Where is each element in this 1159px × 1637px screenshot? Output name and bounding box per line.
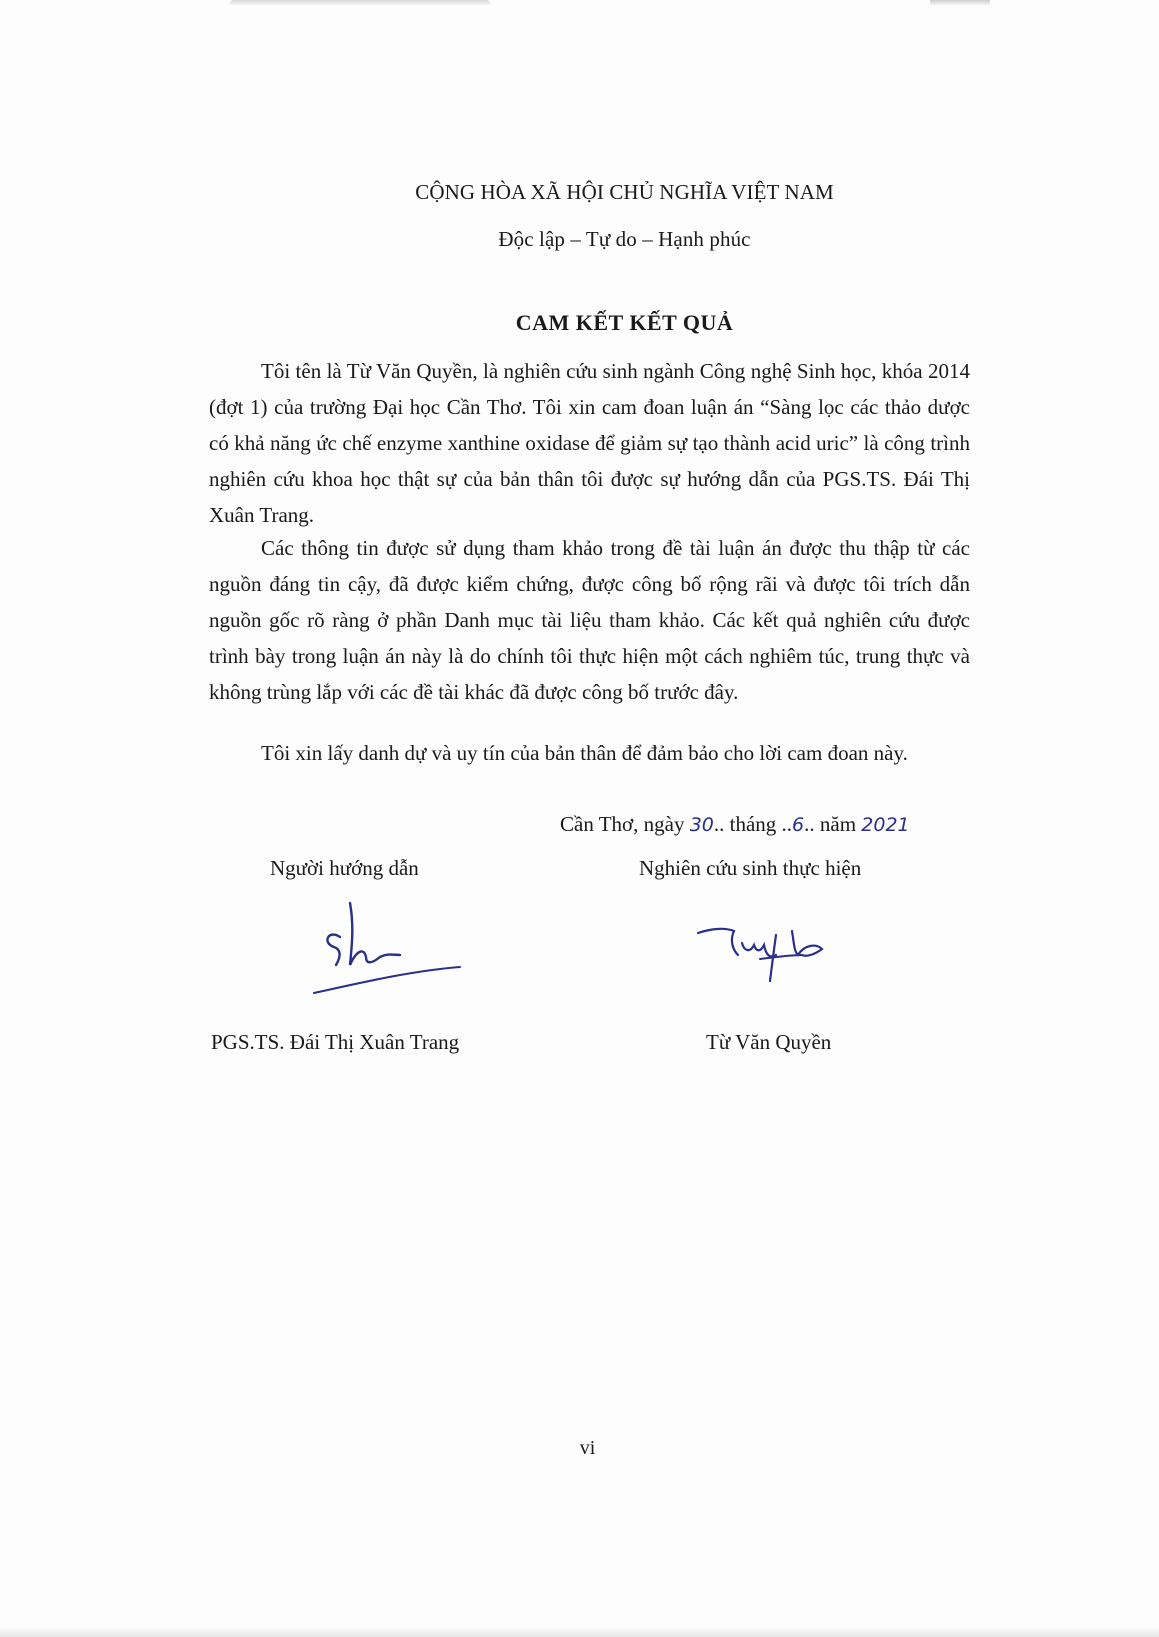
date-year: 2021 [861,814,910,836]
national-motto: Độc lập – Tự do – Hạnh phúc [498,227,751,251]
page-number: vi [579,1437,596,1459]
date-day: 30 [689,814,714,836]
date-month: 6 [792,814,805,836]
supervisor-name: PGS.TS. Đái Thị Xuân Trang [211,1030,460,1054]
paragraph-2 [209,530,970,710]
scan-artifact [230,0,490,6]
date-month-label: .. tháng .. [713,812,793,836]
student-name: Từ Văn Quyền [706,1030,832,1054]
date-prefix: Cần Thơ, ngày [560,812,690,836]
student-role: Nghiên cứu sinh thực hiện [639,856,862,880]
student-signature [690,915,850,990]
national-header: CỘNG HÒA XÃ HỘI CHỦ NGHĨA VIỆT NAM [415,180,834,204]
scan-artifact [930,0,990,6]
paragraph-3 [209,735,970,771]
date-year-label: .. năm [804,812,862,836]
paragraph-text: Tôi tên là Từ Văn Quyền, là nghiên cứu sinh ngành Công nghệ Sinh học, khóa 2014 (đợt 1) của trường Đại học Cần Thơ. Tôi xin cam đoan luận án “Sàng lọc các thảo dược có khả năng ức chế enzyme xanthine oxidase để giảm sự tạo thành acid uric” là công trình nghiên cứu khoa học thật sự của bản thân tôi được sự hướng dẫn của PGS.TS. Đái Thị Xuân Trang. [209,359,970,527]
paragraph-text: Tôi xin lấy danh dự và uy tín của bản thân để đảm bảo cho lời cam đoan này. [261,741,908,765]
paragraph-1 [209,353,970,533]
supervisor-role: Người hướng dẫn [270,856,419,880]
document-title: CAM KẾT KẾT QUẢ [515,310,734,335]
date-line [560,812,910,837]
paragraph-text: Các thông tin được sử dụng tham khảo trong đề tài luận án được thu thập từ các nguồn đáng tin cậy, đã được kiểm chứng, được công bố rộng rãi và được tôi trích dẫn nguồn gốc rõ ràng ở phần Danh mục tài liệu tham khảo. Các kết quả nghiên cứu được trình bày trong luận án này là do chính tôi thực hiện một cách nghiêm túc, trung thực và không trùng lắp với các đề tài khác đã được công bố trước đây. [209,536,970,704]
supervisor-signature [300,895,470,1005]
scan-artifact [0,1627,1159,1637]
